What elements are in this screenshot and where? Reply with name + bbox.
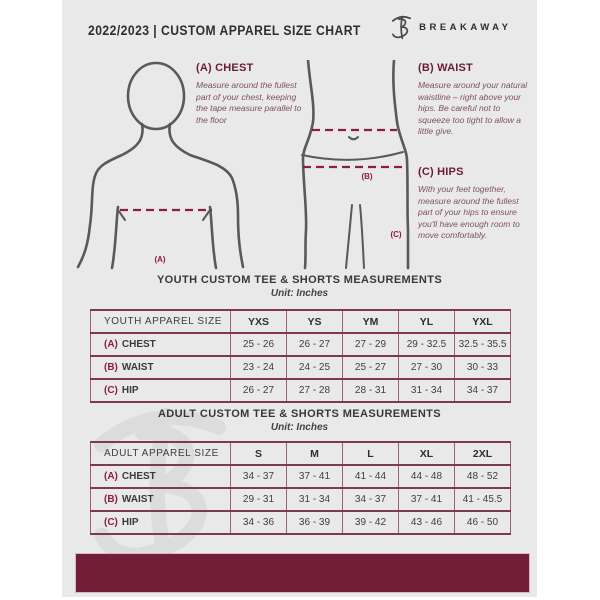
lower-body-figure [290,60,425,270]
size-cell: 27 - 30 [399,356,455,379]
size-cell: 34 - 37 [455,379,511,402]
size-cell: 46 - 50 [455,511,511,534]
youth-table-title: YOUTH CUSTOM TEE & SHORTS MEASUREMENTS [156,274,443,286]
size-cell: 34 - 37 [343,488,399,511]
adult-size-col-header: ADULT APPAREL SIZE [91,442,231,465]
size-cell: 29 - 32.5 [399,333,455,356]
youth-size-col-header: YOUTH APPAREL SIZE [91,310,231,333]
size-header: M [287,442,343,465]
row-label: (C) HIP [91,379,231,402]
brand-name: BREAKAWAY [419,21,512,33]
page-title: 2022/2023 | CUSTOM APPAREL SIZE CHART [88,23,361,38]
row-label: (B) WAIST [91,356,231,379]
size-cell: 41 - 45.5 [455,488,511,511]
size-cell: 39 - 42 [343,511,399,534]
footer-accent-bar [75,553,530,593]
waist-description [418,62,532,138]
size-cell: 34 - 36 [231,511,287,534]
chest-line-label: (A) [154,255,166,264]
chest-body-text: Measure around the fullest part of your chest, keeping the tape measure parallel to the floor [196,80,302,125]
size-cell: 25 - 26 [231,333,287,356]
size-cell: 34 - 37 [231,465,287,488]
hips-heading: (C) HIPS [418,166,464,178]
brand-lockup [391,14,511,54]
size-header: 2XL [455,442,511,465]
document-sheet [62,0,537,597]
youth-header-row [91,310,511,333]
size-cell: 43 - 46 [399,511,455,534]
size-cell: 31 - 34 [399,379,455,402]
measurement-diagrams [62,60,537,270]
table-row [91,465,511,488]
hips-line-label: (C) [390,230,402,239]
size-cell: 48 - 52 [455,465,511,488]
table-row [91,379,511,402]
row-label: (B) WAIST [91,488,231,511]
size-header: XL [399,442,455,465]
row-label: (A) CHEST [91,465,231,488]
table-row [91,356,511,379]
chest-heading: (A) CHEST [196,62,254,74]
waist-line-label: (B) [361,172,373,181]
size-cell: 26 - 27 [287,333,343,356]
size-cell: 41 - 44 [343,465,399,488]
table-row [91,333,511,356]
size-cell: 25 - 27 [343,356,399,379]
size-cell: 27 - 28 [287,379,343,402]
chest-description [196,62,310,126]
size-cell: 28 - 31 [343,379,399,402]
size-cell: 32.5 - 35.5 [455,333,511,356]
youth-table-unit: Unit: Inches [270,288,329,299]
size-header: YM [343,310,399,333]
youth-size-table [90,309,511,403]
adult-table-unit: Unit: Inches [270,422,329,433]
adult-table-title: ADULT CUSTOM TEE & SHORTS MEASUREMENTS [157,408,442,420]
size-cell: 27 - 29 [343,333,399,356]
size-cell: 26 - 27 [231,379,287,402]
size-cell: 29 - 31 [231,488,287,511]
breakaway-logo-icon [391,14,412,40]
size-header: L [343,442,399,465]
size-cell: 36 - 39 [287,511,343,534]
size-header: YXS [231,310,287,333]
adult-size-table [90,441,511,535]
table-row [91,488,511,511]
waist-heading: (B) WAIST [418,62,473,74]
adult-header-row [91,442,511,465]
size-cell: 30 - 33 [455,356,511,379]
adult-section-title [62,408,537,433]
hips-description [418,166,532,242]
page-header [62,0,537,54]
size-header: S [231,442,287,465]
size-cell: 24 - 25 [287,356,343,379]
size-cell: 37 - 41 [399,488,455,511]
row-label: (A) CHEST [91,333,231,356]
size-cell: 31 - 34 [287,488,343,511]
row-label: (C) HIP [91,511,231,534]
youth-section-title [62,274,537,299]
table-row [91,511,511,534]
size-header: YXL [455,310,511,333]
hips-body-text: With your feet together, measure around the fullest part of your hips to ensure you'll have enough room to move comfortably. [418,184,520,241]
size-header: YS [287,310,343,333]
size-header: YL [399,310,455,333]
size-cell: 23 - 24 [231,356,287,379]
size-cell: 44 - 48 [399,465,455,488]
size-cell: 37 - 41 [287,465,343,488]
waist-body-text: Measure around your natural waistline – right above your hips. Be careful not to squeeze too tight to allow a little give. [418,80,528,137]
